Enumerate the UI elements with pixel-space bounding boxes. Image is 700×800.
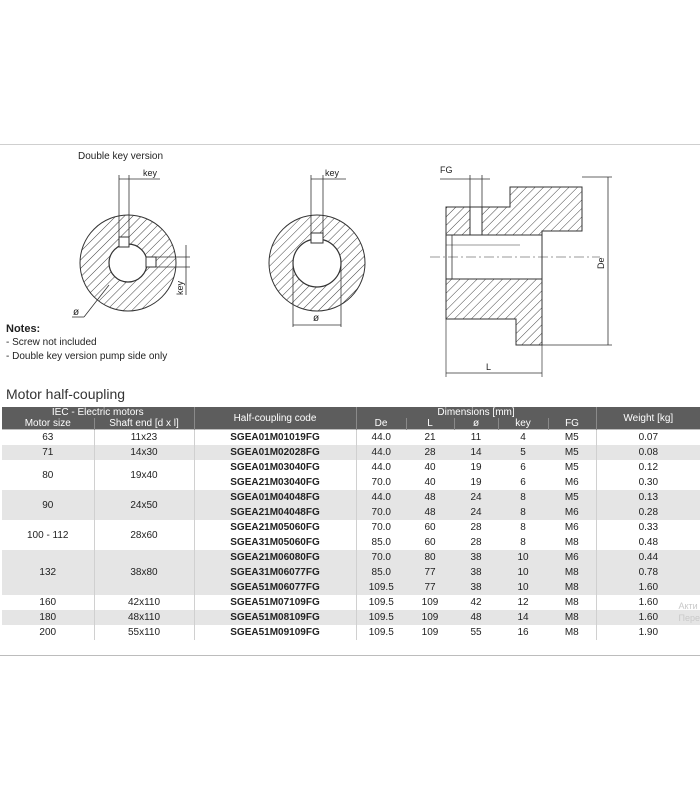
- cell-dia: 38: [454, 580, 498, 595]
- cell-key: 10: [498, 565, 548, 580]
- cell-de: 70.0: [356, 550, 406, 565]
- cell-dia: 24: [454, 490, 498, 505]
- cell-de: 109.5: [356, 595, 406, 610]
- cell-fg: M6: [548, 520, 596, 535]
- l-label: L: [486, 362, 492, 372]
- de-label: De: [596, 257, 606, 269]
- cell-motor-size: 160: [2, 595, 94, 610]
- notes: [6, 322, 167, 364]
- table-row: [2, 595, 700, 610]
- cell-de: 85.0: [356, 535, 406, 550]
- cell-code: SGEA01M02028FG: [194, 445, 356, 460]
- cell-shaft-end: 24x50: [94, 490, 194, 520]
- cell-shaft-end: 42x110: [94, 595, 194, 610]
- cell-dia: 28: [454, 520, 498, 535]
- cell-de: 109.5: [356, 625, 406, 640]
- key-label-a-top: key: [143, 168, 158, 178]
- header-motor-size: Motor size: [2, 418, 94, 430]
- cell-weight: 1.90: [596, 625, 700, 640]
- notes-title: Notes:: [6, 323, 41, 335]
- cell-fg: M8: [548, 580, 596, 595]
- cell-dia: 14: [454, 445, 498, 460]
- cell-weight: 0.44: [596, 550, 700, 565]
- single-key-drawing: [260, 168, 380, 327]
- cell-dia: 55: [454, 625, 498, 640]
- cell-key: 8: [498, 535, 548, 550]
- cell-code: SGEA51M06077FG: [194, 580, 356, 595]
- cell-motor-size: 71: [2, 445, 94, 460]
- cell-l: 40: [406, 460, 454, 475]
- cell-l: 77: [406, 580, 454, 595]
- cell-motor-size: 80: [2, 460, 94, 490]
- cell-shaft-end: 19x40: [94, 460, 194, 490]
- cell-dia: 38: [454, 550, 498, 565]
- cell-shaft-end: 28x60: [94, 520, 194, 550]
- cell-dia: 38: [454, 565, 498, 580]
- cell-weight: 0.07: [596, 430, 700, 446]
- cell-code: SGEA51M07109FG: [194, 595, 356, 610]
- header-de: De: [356, 418, 406, 430]
- cell-dia: 19: [454, 460, 498, 475]
- cell-key: 6: [498, 475, 548, 490]
- side-section-drawing: [430, 165, 612, 377]
- cell-de: 109.5: [356, 610, 406, 625]
- cell-de: 70.0: [356, 520, 406, 535]
- watermark-line: Пере: [678, 613, 700, 623]
- cell-code: SGEA21M04048FG: [194, 505, 356, 520]
- cell-fg: M8: [548, 535, 596, 550]
- fg-label: FG: [440, 165, 453, 175]
- cell-code: SGEA51M09109FG: [194, 625, 356, 640]
- cell-motor-size: 200: [2, 625, 94, 640]
- cell-l: 80: [406, 550, 454, 565]
- cell-l: 60: [406, 535, 454, 550]
- cell-weight: 0.30: [596, 475, 700, 490]
- cell-fg: M5: [548, 445, 596, 460]
- cell-key: 8: [498, 505, 548, 520]
- cell-motor-size: 180: [2, 610, 94, 625]
- header-weight: Weight [kg]: [596, 407, 700, 430]
- header-fg: FG: [548, 418, 596, 430]
- header-l: L: [406, 418, 454, 430]
- key-label-b: key: [325, 168, 340, 178]
- cell-l: 109: [406, 625, 454, 640]
- cell-l: 77: [406, 565, 454, 580]
- key-label-a-side: key: [175, 280, 185, 295]
- cell-weight: 1.60: [596, 595, 700, 610]
- table-row: [2, 430, 700, 446]
- cell-fg: M5: [548, 430, 596, 446]
- cell-weight: 0.33: [596, 520, 700, 535]
- cell-fg: M6: [548, 550, 596, 565]
- header-iec-group: IEC - Electric motors: [2, 407, 194, 418]
- watermark-line: Акти: [678, 601, 698, 611]
- note-item: - Double key version pump side only: [6, 351, 168, 362]
- cell-code: SGEA21M05060FG: [194, 520, 356, 535]
- table-row: [2, 520, 700, 535]
- cell-de: 85.0: [356, 565, 406, 580]
- cell-l: 48: [406, 505, 454, 520]
- double-key-title: Double key version: [78, 151, 164, 162]
- cell-motor-size: 63: [2, 430, 94, 446]
- cell-shaft-end: 38x80: [94, 550, 194, 595]
- cell-fg: M8: [548, 565, 596, 580]
- cell-weight: 1.60: [596, 610, 700, 625]
- cell-shaft-end: 14x30: [94, 445, 194, 460]
- cell-weight: 1.60: [596, 580, 700, 595]
- cell-de: 109.5: [356, 580, 406, 595]
- cell-key: 12: [498, 595, 548, 610]
- cell-fg: M8: [548, 595, 596, 610]
- cell-de: 44.0: [356, 430, 406, 446]
- diameter-label-b: ø: [313, 313, 320, 324]
- cell-fg: M8: [548, 625, 596, 640]
- cell-fg: M8: [548, 610, 596, 625]
- cell-weight: 0.78: [596, 565, 700, 580]
- cell-code: SGEA21M03040FG: [194, 475, 356, 490]
- cell-de: 44.0: [356, 445, 406, 460]
- cell-code: SGEA01M04048FG: [194, 490, 356, 505]
- cell-shaft-end: 48x110: [94, 610, 194, 625]
- header-dia: ø: [454, 418, 498, 430]
- cell-key: 10: [498, 550, 548, 565]
- cell-l: 28: [406, 445, 454, 460]
- note-item: - Screw not included: [6, 337, 97, 348]
- table-row: [2, 550, 700, 565]
- cell-weight: 0.08: [596, 445, 700, 460]
- cell-fg: M5: [548, 460, 596, 475]
- cell-code: SGEA31M06077FG: [194, 565, 356, 580]
- cell-weight: 0.13: [596, 490, 700, 505]
- cell-code: SGEA01M01019FG: [194, 430, 356, 446]
- cell-de: 70.0: [356, 475, 406, 490]
- cell-de: 44.0: [356, 490, 406, 505]
- cell-key: 4: [498, 430, 548, 446]
- cell-code: SGEA01M03040FG: [194, 460, 356, 475]
- cell-de: 44.0: [356, 460, 406, 475]
- header-shaft-end: Shaft end [d x l]: [94, 418, 194, 430]
- cell-shaft-end: 11x23: [94, 430, 194, 446]
- cell-l: 109: [406, 595, 454, 610]
- table-row: [2, 610, 700, 625]
- table-row: [2, 625, 700, 640]
- cell-fg: M5: [548, 490, 596, 505]
- cell-key: 8: [498, 520, 548, 535]
- cell-fg: M6: [548, 505, 596, 520]
- cell-motor-size: 132: [2, 550, 94, 595]
- cell-dia: 19: [454, 475, 498, 490]
- cell-dia: 48: [454, 610, 498, 625]
- cell-weight: 0.28: [596, 505, 700, 520]
- cell-key: 16: [498, 625, 548, 640]
- cell-dia: 28: [454, 535, 498, 550]
- cell-code: SGEA51M08109FG: [194, 610, 356, 625]
- cell-key: 5: [498, 445, 548, 460]
- cell-fg: M6: [548, 475, 596, 490]
- cell-shaft-end: 55x110: [94, 625, 194, 640]
- cell-dia: 42: [454, 595, 498, 610]
- cell-l: 109: [406, 610, 454, 625]
- cell-key: 10: [498, 580, 548, 595]
- cell-key: 6: [498, 460, 548, 475]
- cell-l: 21: [406, 430, 454, 446]
- double-key-drawing: [70, 168, 190, 325]
- cell-key: 8: [498, 490, 548, 505]
- table-row: [2, 460, 700, 475]
- diameter-label-a: ø: [73, 307, 80, 318]
- header-dimensions-group: Dimensions [mm]: [356, 407, 596, 418]
- cell-weight: 0.12: [596, 460, 700, 475]
- watermark: [679, 600, 700, 624]
- motor-half-coupling-table: [2, 407, 700, 640]
- table-row: [2, 445, 700, 460]
- cell-dia: 11: [454, 430, 498, 446]
- cell-de: 70.0: [356, 505, 406, 520]
- cell-l: 40: [406, 475, 454, 490]
- cell-l: 60: [406, 520, 454, 535]
- cell-motor-size: 100 - 112: [2, 520, 94, 550]
- cell-weight: 0.48: [596, 535, 700, 550]
- cell-code: SGEA31M05060FG: [194, 535, 356, 550]
- table-row: [2, 490, 700, 505]
- cell-key: 14: [498, 610, 548, 625]
- section-title: Motor half-coupling: [6, 386, 126, 402]
- header-code: Half-coupling code: [194, 407, 356, 430]
- bottom-rule: [0, 655, 700, 656]
- table-body: [2, 430, 700, 641]
- cell-dia: 24: [454, 505, 498, 520]
- header-key: key: [498, 418, 548, 430]
- cell-motor-size: 90: [2, 490, 94, 520]
- cell-l: 48: [406, 490, 454, 505]
- cell-code: SGEA21M06080FG: [194, 550, 356, 565]
